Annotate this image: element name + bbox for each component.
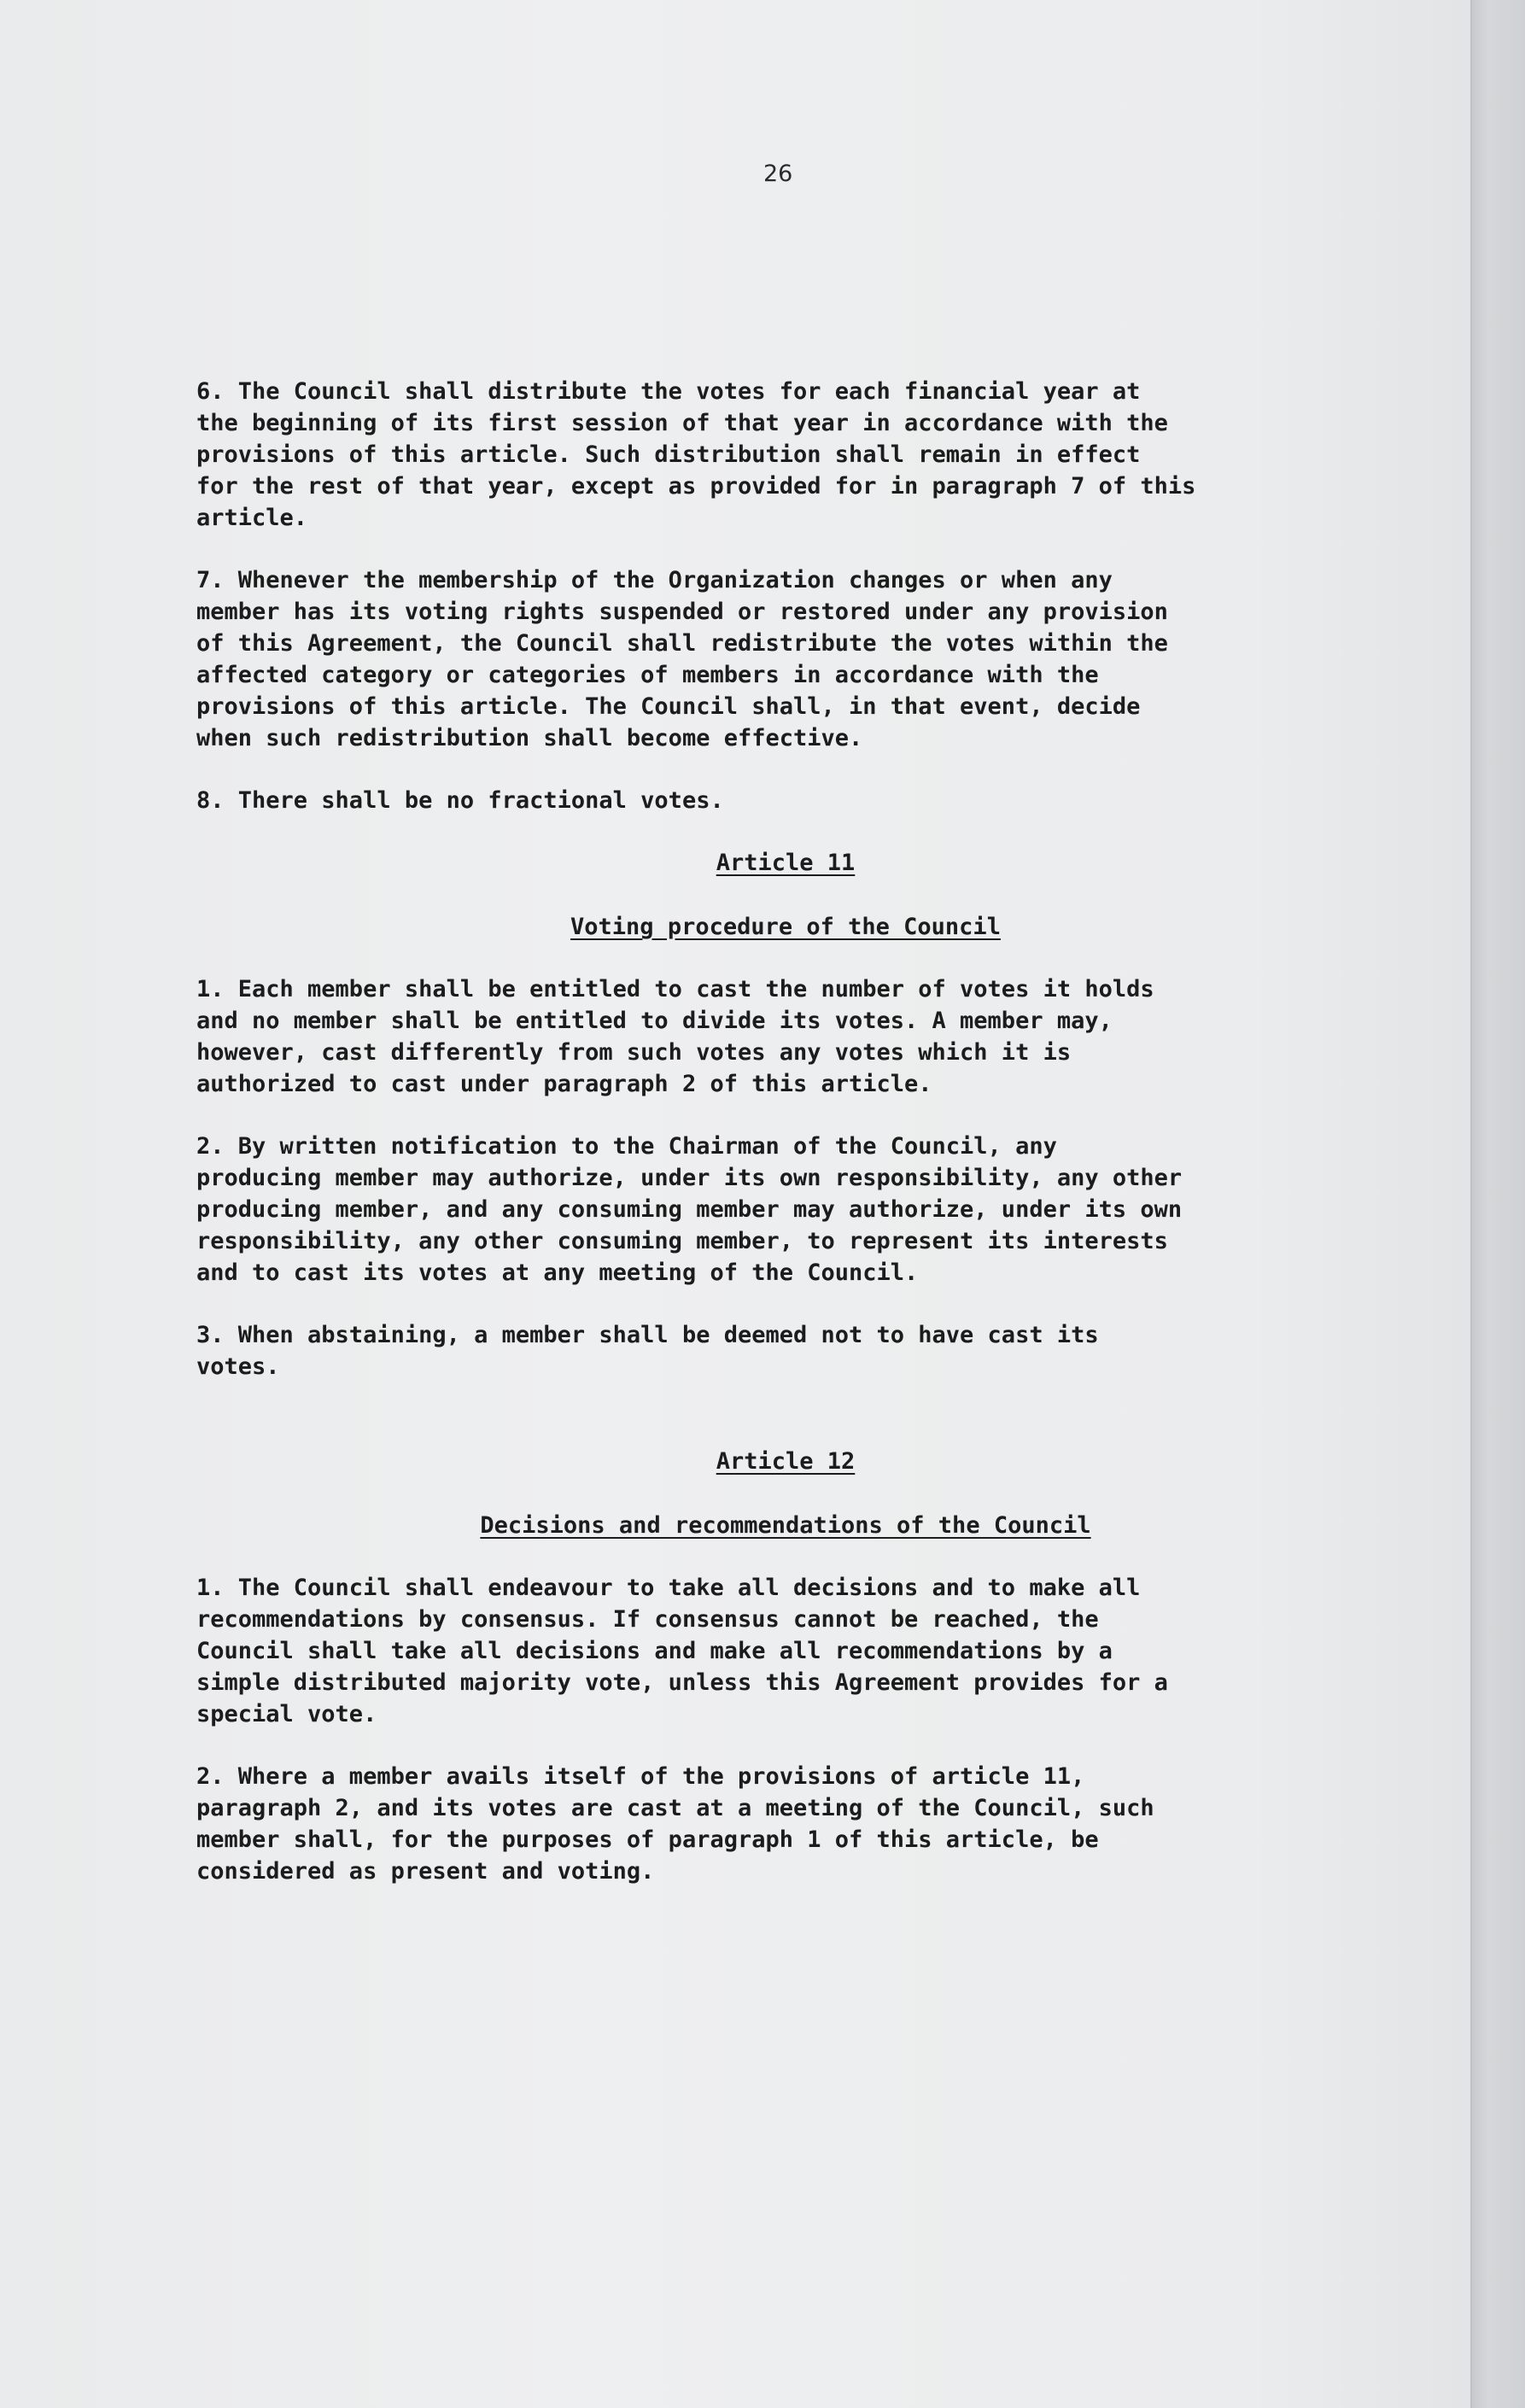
article-12-paragraph-1: 1. The Council shall endeavour to take all decisions and to make all recommendations by consensus. If consensus cannot be reached, the Council shall take all decisions and make all recommendations by a simple distributed majority vote, unless this Agreement provides for a special vote. [196,1575,1168,1727]
paragraph-7-redistribution: 7. Whenever the membership of the Organization changes or when any member has its voting rights suspended or restored under any provision of this Agreement, the Council shall redistribute the votes within the affected category or categories of members in accordance with the provisions of this article. The Council shall, in that event, decide when such redistribution shall become effective. [196,567,1168,751]
article-12-paragraph-2: 2. Where a member avails itself of the provisions of article 11, paragraph 2, and its votes are cast at a meeting of the Council, such member shall, for the purposes of paragraph 1 of this article, be considered as present and voting. [196,1763,1154,1885]
article-11-paragraph-2: 2. By written notification to the Chairman of the Council, any producing member may authorize, under its own responsibility, any other producing member, and any consuming member may authorize, under its own responsibility, any other consuming member, to represent its interests and to cast its votes at any meeting of the Council. [196,1133,1183,1286]
article-11-paragraph-1: 1. Each member shall be entitled to cast the number of votes it holds and no member shall be entitled to divide its votes. A member may, however, cast differently from such votes any votes which it is authorized to cast under paragraph 2 of this article. [196,976,1154,1097]
article-11-title: Article 11 [716,850,856,876]
page-number: 26 [763,161,793,187]
article-11-paragraph-3: 3. When abstaining, a member shall be deemed not to have cast its votes. [196,1322,1099,1380]
article-11-heading: Voting procedure of the Council [570,914,1001,940]
article-12-title: Article 12 [716,1448,856,1475]
article-12-heading: Decisions and recommendations of the Council [480,1512,1091,1539]
paragraph-8-fractional-votes: 8. There shall be no fractional votes. [196,787,724,814]
page-edge [1470,0,1525,2408]
document-body [196,376,1375,1887]
paragraph-6-vote-distribution: 6. The Council shall distribute the votes for each financial year at the beginning of its first session of that year in accordance with the provisions of this article. Such distribution shall remain in effect for the rest of that year, except as provided for in paragraph 7 of this article. [196,378,1196,531]
